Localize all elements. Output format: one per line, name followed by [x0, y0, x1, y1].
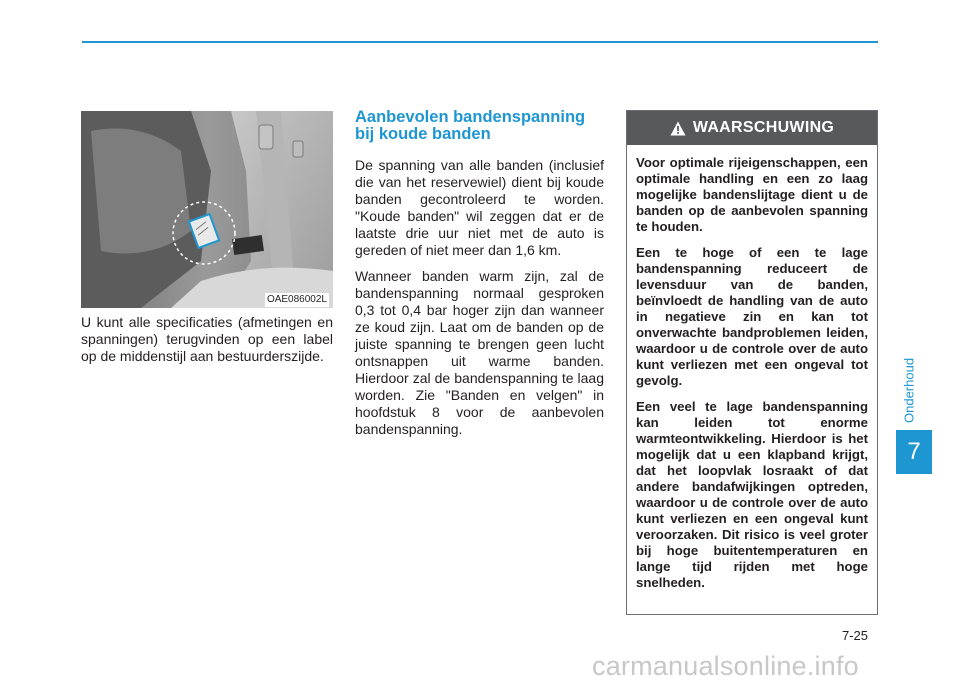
warning-title: WAARSCHUWING: [692, 119, 835, 136]
warning-triangle-icon: [670, 121, 686, 136]
tire-pressure-section: [355, 109, 604, 447]
warning-body: [627, 145, 877, 591]
label-location-text: U kunt alle specificaties (afmetingen en spanningen) terugvinden op een label op de middenstijl aan bestuurderszijde.: [81, 314, 333, 364]
watermark: carmanualsonline.info: [592, 651, 859, 681]
page-number: 7-25: [842, 628, 869, 643]
section-heading: Aanbevolen bandenspanning bij koude banden: [355, 108, 586, 143]
door-pillar-illustration: [81, 111, 333, 308]
warning-header: [627, 111, 877, 145]
door-pillar-photo: [81, 111, 333, 308]
section-paragraph-2: Wanneer banden warm zijn, zal de bandenspanning normaal gesproken 0,3 tot 0,4 bar hoger zijn dan wanneer ze koud zijn. Laat om de banden op de juiste spanning te brengen geen lucht ontsnappen uit warme banden. Hierdoor zal de bandenspanning te laag worden. Zie "Banden en velgen" in hoofdstuk 8 voor de aanbevolen bandenspanning.: [355, 268, 604, 437]
photo-code: OAE086002L: [266, 294, 327, 305]
warning-paragraph-3: Een veel te lage bandenspanning kan leiden tot enorme warmteontwikkeling. Hierdoor is het mogelijk dat u een klapband krijgt, dat het loopvlak losraakt of dat andere bandafwijkingen optreden, waardoor u de controle over de auto kunt verliezen en een ongeval kunt veroorzaken. Dit risico is veel groter bij hoge buitentemperaturen en lange tijd rijden met hoge snelheden.: [636, 399, 868, 590]
chapter-number-tab: 7: [896, 430, 932, 474]
warning-box: [626, 110, 878, 615]
chapter-side-label: Onderhoud: [901, 357, 917, 423]
top-rule: [82, 41, 878, 43]
warning-paragraph-1: Voor optimale rijeigenschappen, een optimale handling en een zo laag mogelijke bandenslijtage dient u de banden op de aanbevolen spanning te houden.: [636, 155, 868, 234]
warning-paragraph-2: Een te hoge of een te lage bandenspanning reduceert de levensduur van de banden, beïnvloedt de handling van de auto in negatieve zin en kan tot onverwachte bandproblemen leiden, waardoor u de controle over de auto kunt verliezen met een ongeval tot gevolg.: [636, 245, 868, 388]
section-paragraph-1: De spanning van alle banden (inclusief die van het reservewiel) dient bij koude banden gecontroleerd te worden. "Koude banden" wil zeggen dat er de laatste drie uur niet met de auto is gereden of niet meer dan 1,6 km.: [355, 157, 604, 258]
